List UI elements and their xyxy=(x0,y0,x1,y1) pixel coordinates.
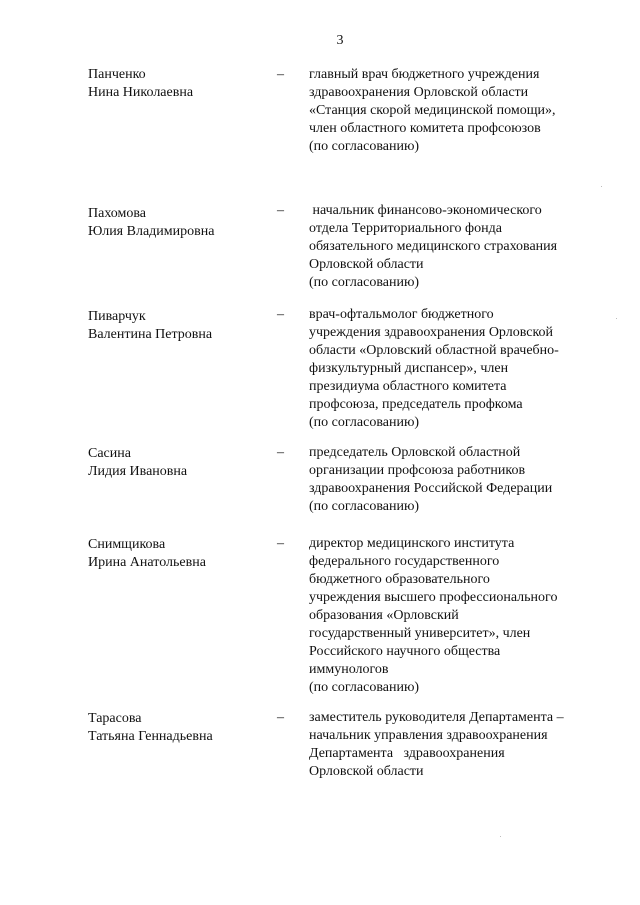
member-surname: Тарасова xyxy=(88,711,142,726)
position-line: начальник финансово-экономического xyxy=(309,203,542,218)
position-line: директор медицинского института xyxy=(309,536,515,551)
scan-speck xyxy=(601,186,602,187)
position-line: образования «Орловский xyxy=(309,608,459,623)
member-name xyxy=(88,536,288,572)
position-line: Российского научного общества xyxy=(309,644,501,659)
member-name xyxy=(88,205,288,241)
position-line: Орловской области xyxy=(309,764,424,779)
position-line: физкультурный диспансер», член xyxy=(309,361,509,376)
position-line: федерального государственного xyxy=(309,554,500,569)
member-surname: Снимщикова xyxy=(88,537,166,552)
member-position xyxy=(309,306,609,432)
member-name xyxy=(88,66,288,102)
member-position xyxy=(309,709,609,781)
position-line: (по согласованию) xyxy=(309,680,420,695)
position-line: иммунологов xyxy=(309,662,389,677)
dash-separator: – xyxy=(277,536,284,551)
member-given-names: Юлия Владимировна xyxy=(88,224,215,239)
position-line: Орловской области xyxy=(309,257,424,272)
member-surname: Панченко xyxy=(88,67,146,82)
position-line: (по согласованию) xyxy=(309,415,420,430)
position-line: государственный университет», член xyxy=(309,626,531,641)
position-line: президиума областного комитета xyxy=(309,379,507,394)
member-name xyxy=(88,710,288,746)
member-surname: Пахомова xyxy=(88,206,147,221)
position-line: обязательного медицинского страхования xyxy=(309,239,558,254)
member-surname: Пиварчук xyxy=(88,309,146,324)
member-surname: Сасина xyxy=(88,446,131,461)
position-line: главный врач бюджетного учреждения xyxy=(309,67,540,82)
member-position xyxy=(309,535,609,697)
member-given-names: Лидия Ивановна xyxy=(88,464,188,479)
position-line: здравоохранения Российской Федерации xyxy=(309,481,553,496)
position-line: «Станция скорой медицинской помощи», xyxy=(309,103,556,118)
dash-separator: – xyxy=(277,307,284,322)
position-line: бюджетного образовательного xyxy=(309,572,490,587)
member-given-names: Нина Николаевна xyxy=(88,85,194,100)
position-line: здравоохранения Орловской области xyxy=(309,85,529,100)
position-line: член областного комитета профсоюзов xyxy=(309,121,541,136)
position-line: отдела Территориального фонда xyxy=(309,221,502,236)
position-line: учреждения здравоохранения Орловской xyxy=(309,325,554,340)
member-position xyxy=(309,202,609,292)
member-name xyxy=(88,308,288,344)
scan-speck xyxy=(500,836,501,837)
position-line: заместитель руководителя Департамента – xyxy=(309,710,564,725)
position-line: (по согласованию) xyxy=(309,499,420,514)
position-line: председатель Орловской областной xyxy=(309,445,521,460)
member-given-names: Валентина Петровна xyxy=(88,327,213,342)
position-line: (по согласованию) xyxy=(309,275,420,290)
member-name xyxy=(88,445,288,481)
position-line: учреждения высшего профессионального xyxy=(309,590,558,605)
member-given-names: Татьяна Геннадьевна xyxy=(88,729,213,744)
position-line: профсоюза, председатель профкома xyxy=(309,397,523,412)
position-line: области «Орловский областной врачебно- xyxy=(309,343,559,358)
position-line: (по согласованию) xyxy=(309,139,420,154)
member-position xyxy=(309,444,609,516)
dash-separator: – xyxy=(277,203,284,218)
member-given-names: Ирина Анатольевна xyxy=(88,555,206,570)
scan-speck xyxy=(616,318,617,319)
member-position xyxy=(309,66,609,156)
page-number: 3 xyxy=(336,33,344,48)
position-line: начальник управления здравоохранения xyxy=(309,728,548,743)
dash-separator: – xyxy=(277,67,284,82)
dash-separator: – xyxy=(277,445,284,460)
position-line: врач-офтальмолог бюджетного xyxy=(309,307,494,322)
position-line: Департамента здравоохранения xyxy=(309,746,505,761)
dash-separator: – xyxy=(277,710,284,725)
position-line: организации профсоюза работников xyxy=(309,463,526,478)
